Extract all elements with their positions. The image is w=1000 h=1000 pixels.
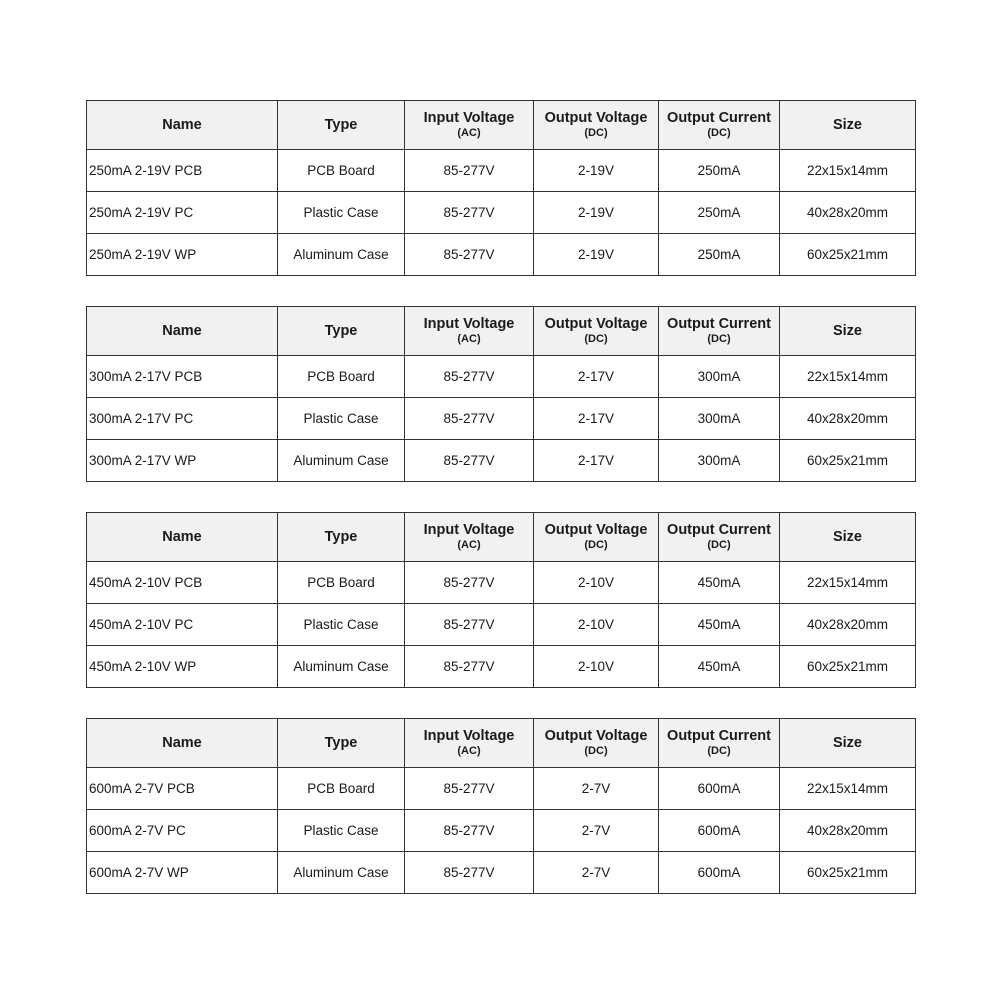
spec-table-300ma xyxy=(86,306,916,482)
header-output-voltage-unit: (DC) xyxy=(584,745,608,757)
cell-output-voltage: 2-10V xyxy=(534,562,659,604)
header-size: Size xyxy=(780,719,916,768)
header-row xyxy=(87,101,916,150)
cell-input-voltage: 85-277V xyxy=(405,604,534,646)
cell-input-voltage: 85-277V xyxy=(405,852,534,894)
table-row xyxy=(87,604,916,646)
cell-size: 40x28x20mm xyxy=(780,604,916,646)
cell-type: PCB Board xyxy=(278,768,405,810)
header-input-voltage-unit: (AC) xyxy=(457,333,481,345)
cell-output-voltage: 2-7V xyxy=(534,810,659,852)
cell-type: Plastic Case xyxy=(278,810,405,852)
cell-size: 40x28x20mm xyxy=(780,398,916,440)
header-output-current xyxy=(659,101,780,150)
header-output-voltage-label: Output Voltage xyxy=(544,110,648,126)
cell-input-voltage: 85-277V xyxy=(405,356,534,398)
cell-name: 450mA 2-10V PCB xyxy=(87,562,278,604)
cell-size: 60x25x21mm xyxy=(780,234,916,276)
cell-input-voltage: 85-277V xyxy=(405,562,534,604)
header-output-voltage xyxy=(534,307,659,356)
header-size: Size xyxy=(780,513,916,562)
header-output-voltage-label: Output Voltage xyxy=(544,728,648,744)
header-input-voltage-label: Input Voltage xyxy=(423,316,515,332)
header-output-current-label: Output Current xyxy=(667,522,771,538)
header-row xyxy=(87,513,916,562)
cell-name: 600mA 2-7V PCB xyxy=(87,768,278,810)
cell-name: 300mA 2-17V PC xyxy=(87,398,278,440)
cell-size: 22x15x14mm xyxy=(780,150,916,192)
cell-output-current: 600mA xyxy=(659,852,780,894)
table-row xyxy=(87,646,916,688)
header-row xyxy=(87,307,916,356)
cell-output-current: 450mA xyxy=(659,562,780,604)
header-type: Type xyxy=(278,101,405,150)
header-input-voltage-label: Input Voltage xyxy=(423,728,515,744)
header-output-current-label: Output Current xyxy=(667,110,771,126)
cell-output-voltage: 2-10V xyxy=(534,646,659,688)
cell-output-voltage: 2-17V xyxy=(534,356,659,398)
header-name: Name xyxy=(87,513,278,562)
spec-table-450ma xyxy=(86,512,916,688)
header-input-voltage-unit: (AC) xyxy=(457,745,481,757)
cell-type: PCB Board xyxy=(278,562,405,604)
header-output-current-unit: (DC) xyxy=(707,539,731,551)
cell-size: 40x28x20mm xyxy=(780,192,916,234)
table-row xyxy=(87,810,916,852)
cell-output-current: 250mA xyxy=(659,192,780,234)
cell-output-current: 250mA xyxy=(659,234,780,276)
cell-type: Aluminum Case xyxy=(278,234,405,276)
cell-name: 300mA 2-17V WP xyxy=(87,440,278,482)
cell-input-voltage: 85-277V xyxy=(405,768,534,810)
cell-output-current: 300mA xyxy=(659,398,780,440)
table-row xyxy=(87,562,916,604)
cell-output-current: 600mA xyxy=(659,768,780,810)
spec-table-250ma xyxy=(86,100,916,276)
cell-output-current: 450mA xyxy=(659,604,780,646)
cell-output-voltage: 2-17V xyxy=(534,440,659,482)
cell-input-voltage: 85-277V xyxy=(405,646,534,688)
header-output-voltage-label: Output Voltage xyxy=(544,316,648,332)
table-row xyxy=(87,356,916,398)
spec-table-600ma xyxy=(86,718,916,894)
cell-input-voltage: 85-277V xyxy=(405,234,534,276)
header-output-current xyxy=(659,513,780,562)
header-input-voltage xyxy=(405,101,534,150)
cell-output-current: 600mA xyxy=(659,810,780,852)
cell-output-current: 300mA xyxy=(659,440,780,482)
header-size: Size xyxy=(780,101,916,150)
table-row xyxy=(87,192,916,234)
cell-size: 22x15x14mm xyxy=(780,768,916,810)
cell-input-voltage: 85-277V xyxy=(405,440,534,482)
cell-name: 300mA 2-17V PCB xyxy=(87,356,278,398)
cell-type: PCB Board xyxy=(278,150,405,192)
cell-output-voltage: 2-19V xyxy=(534,234,659,276)
cell-size: 22x15x14mm xyxy=(780,562,916,604)
table-row xyxy=(87,234,916,276)
cell-name: 450mA 2-10V WP xyxy=(87,646,278,688)
header-output-current-unit: (DC) xyxy=(707,745,731,757)
header-output-voltage xyxy=(534,719,659,768)
cell-type: Plastic Case xyxy=(278,604,405,646)
cell-size: 22x15x14mm xyxy=(780,356,916,398)
cell-output-voltage: 2-7V xyxy=(534,768,659,810)
cell-size: 40x28x20mm xyxy=(780,810,916,852)
cell-output-voltage: 2-19V xyxy=(534,150,659,192)
header-output-voltage-unit: (DC) xyxy=(584,127,608,139)
header-output-voltage-unit: (DC) xyxy=(584,333,608,345)
header-output-current xyxy=(659,719,780,768)
header-input-voltage-label: Input Voltage xyxy=(423,110,515,126)
header-output-current xyxy=(659,307,780,356)
header-output-voltage xyxy=(534,101,659,150)
header-output-voltage xyxy=(534,513,659,562)
cell-type: Plastic Case xyxy=(278,192,405,234)
cell-name: 250mA 2-19V WP xyxy=(87,234,278,276)
cell-input-voltage: 85-277V xyxy=(405,810,534,852)
header-output-current-unit: (DC) xyxy=(707,333,731,345)
header-type: Type xyxy=(278,307,405,356)
header-row xyxy=(87,719,916,768)
cell-name: 600mA 2-7V PC xyxy=(87,810,278,852)
header-input-voltage-unit: (AC) xyxy=(457,539,481,551)
header-output-current-label: Output Current xyxy=(667,728,771,744)
cell-type: PCB Board xyxy=(278,356,405,398)
table-row xyxy=(87,852,916,894)
header-output-current-label: Output Current xyxy=(667,316,771,332)
header-name: Name xyxy=(87,307,278,356)
cell-output-current: 450mA xyxy=(659,646,780,688)
header-output-current-unit: (DC) xyxy=(707,127,731,139)
cell-input-voltage: 85-277V xyxy=(405,398,534,440)
cell-input-voltage: 85-277V xyxy=(405,150,534,192)
cell-name: 250mA 2-19V PCB xyxy=(87,150,278,192)
header-input-voltage-label: Input Voltage xyxy=(423,522,515,538)
cell-name: 450mA 2-10V PC xyxy=(87,604,278,646)
cell-type: Aluminum Case xyxy=(278,852,405,894)
cell-output-voltage: 2-17V xyxy=(534,398,659,440)
header-input-voltage xyxy=(405,513,534,562)
table-row xyxy=(87,768,916,810)
cell-type: Aluminum Case xyxy=(278,440,405,482)
header-type: Type xyxy=(278,513,405,562)
cell-output-voltage: 2-19V xyxy=(534,192,659,234)
cell-type: Aluminum Case xyxy=(278,646,405,688)
cell-output-current: 250mA xyxy=(659,150,780,192)
header-input-voltage-unit: (AC) xyxy=(457,127,481,139)
header-size: Size xyxy=(780,307,916,356)
cell-size: 60x25x21mm xyxy=(780,646,916,688)
cell-output-voltage: 2-7V xyxy=(534,852,659,894)
cell-output-current: 300mA xyxy=(659,356,780,398)
header-input-voltage xyxy=(405,719,534,768)
cell-size: 60x25x21mm xyxy=(780,852,916,894)
header-type: Type xyxy=(278,719,405,768)
cell-size: 60x25x21mm xyxy=(780,440,916,482)
spec-tables-container xyxy=(86,100,915,924)
cell-name: 250mA 2-19V PC xyxy=(87,192,278,234)
table-row xyxy=(87,398,916,440)
header-input-voltage xyxy=(405,307,534,356)
header-name: Name xyxy=(87,101,278,150)
header-name: Name xyxy=(87,719,278,768)
header-output-voltage-unit: (DC) xyxy=(584,539,608,551)
cell-output-voltage: 2-10V xyxy=(534,604,659,646)
table-row xyxy=(87,150,916,192)
cell-type: Plastic Case xyxy=(278,398,405,440)
table-row xyxy=(87,440,916,482)
cell-input-voltage: 85-277V xyxy=(405,192,534,234)
header-output-voltage-label: Output Voltage xyxy=(544,522,648,538)
cell-name: 600mA 2-7V WP xyxy=(87,852,278,894)
